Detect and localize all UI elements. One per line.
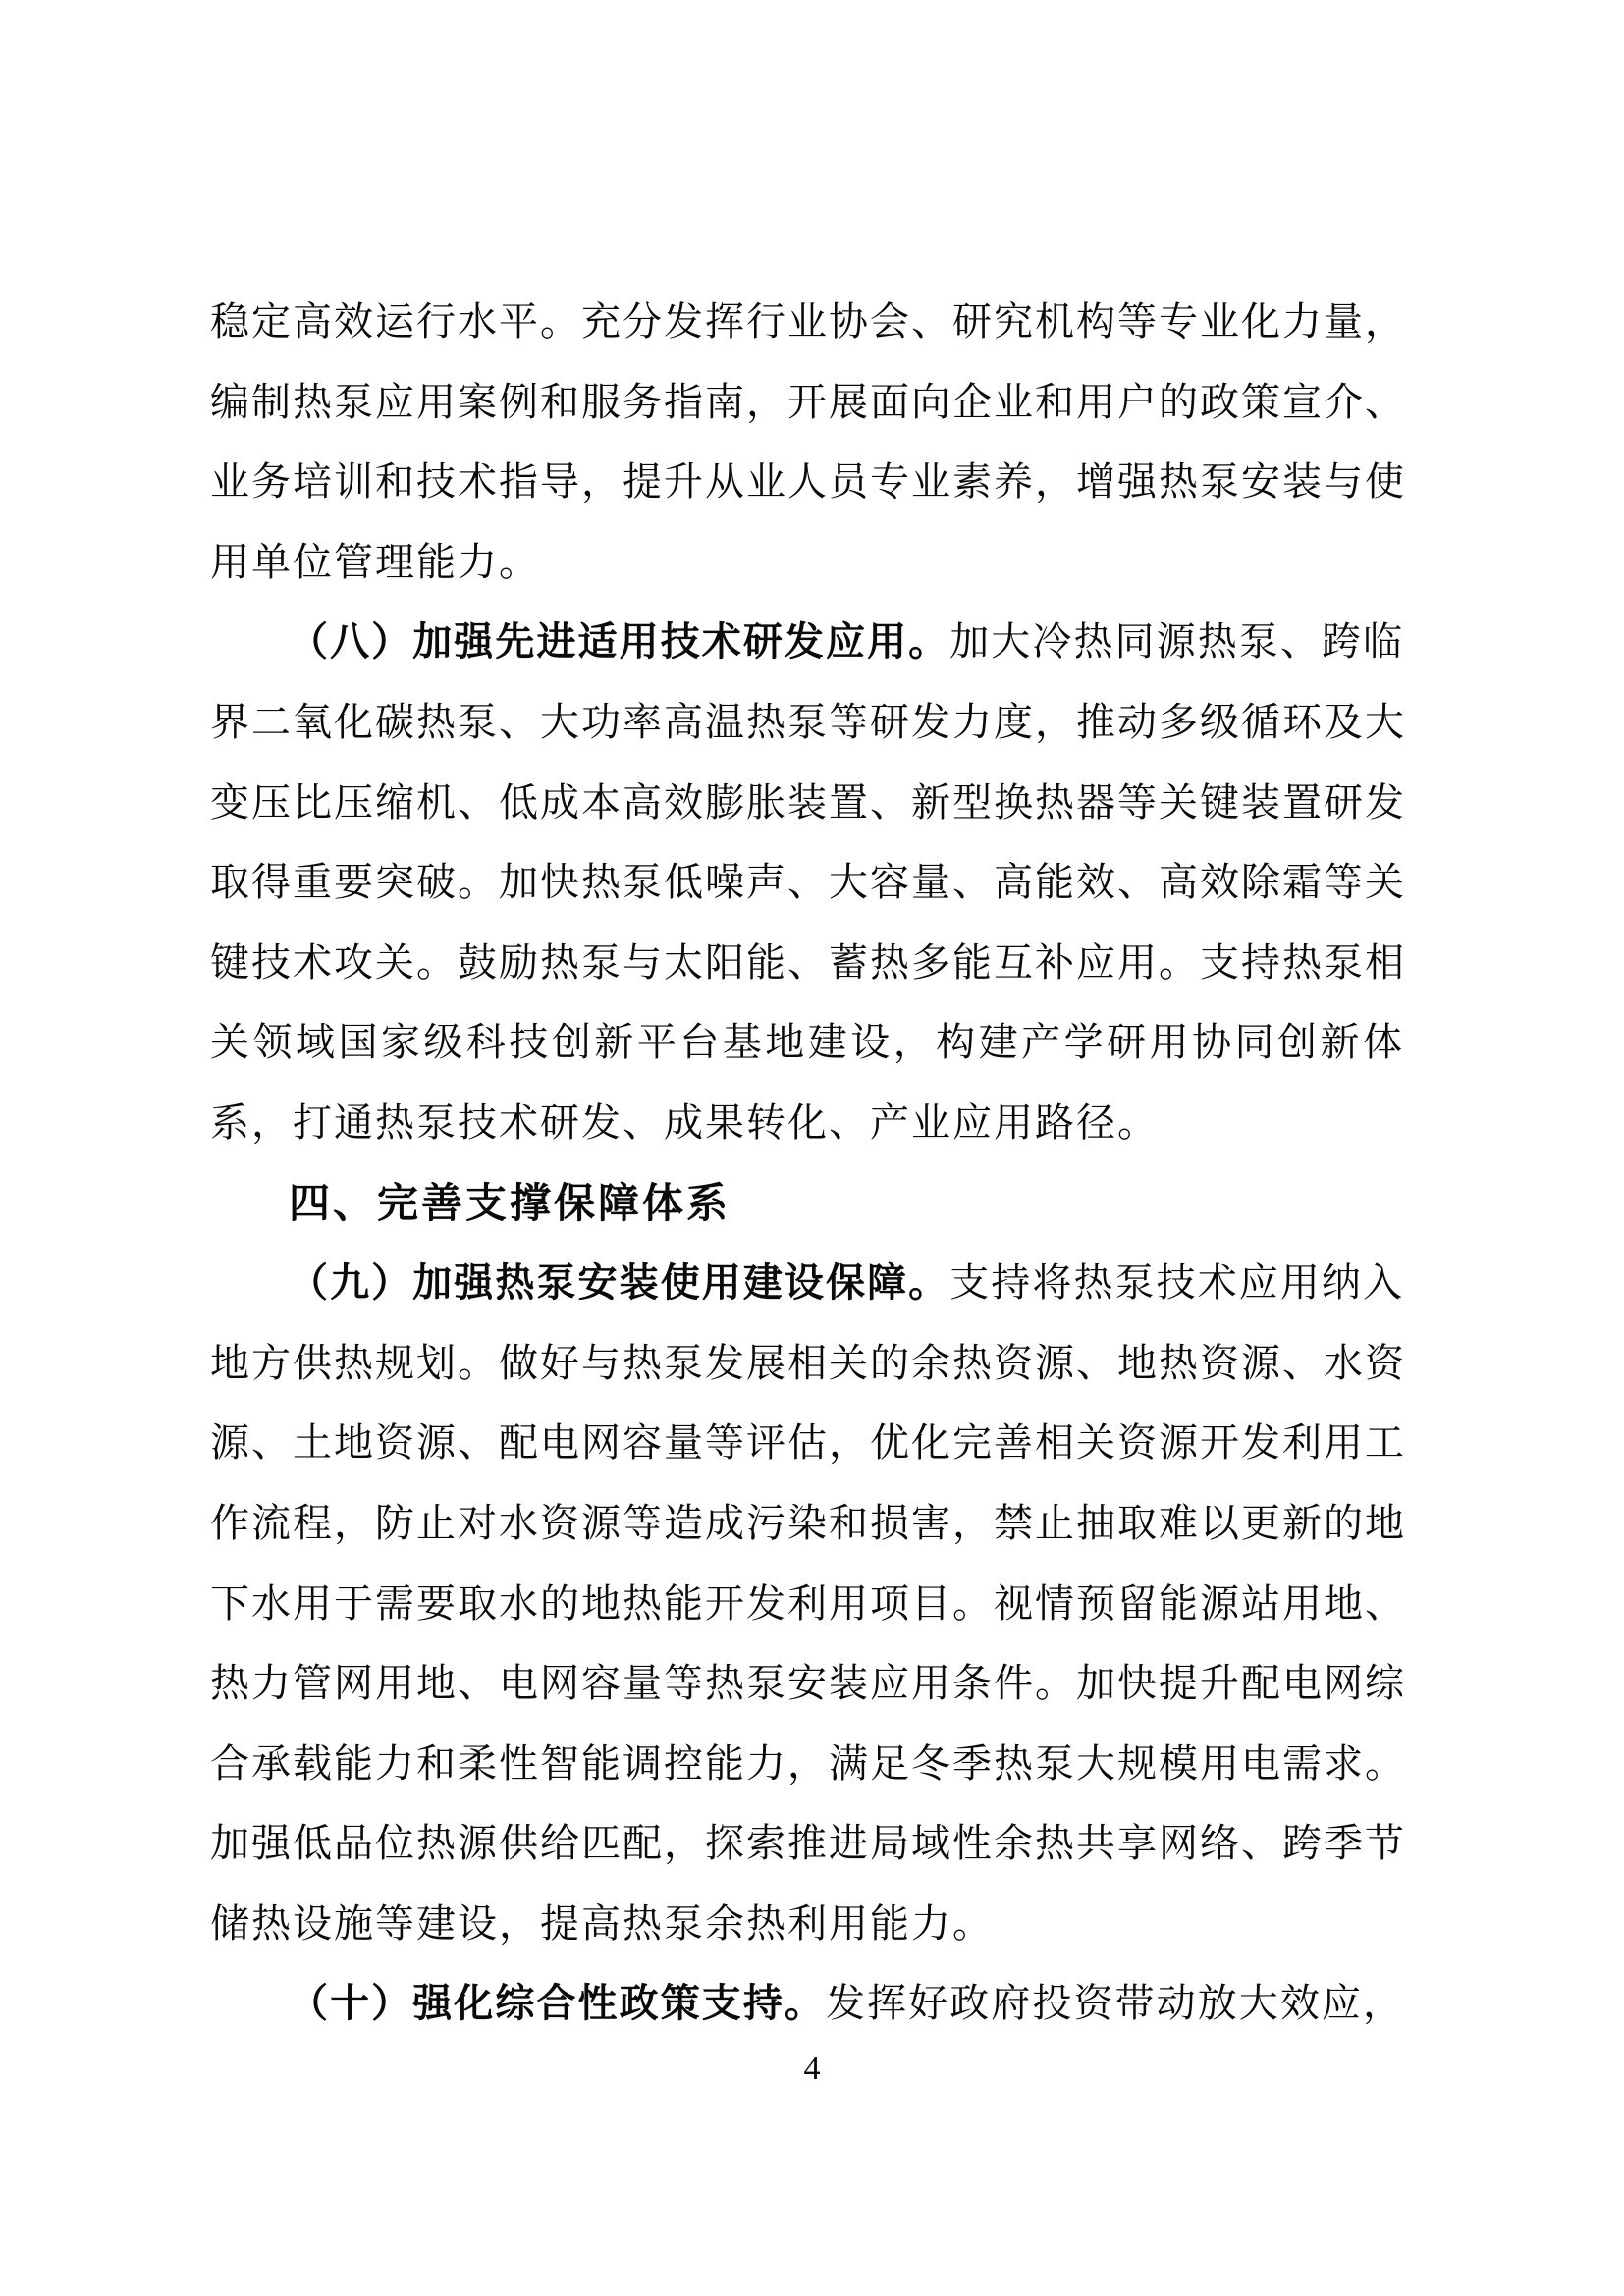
text-line	[210, 1323, 1404, 1404]
text-line	[210, 1243, 1404, 1323]
body-text: 用单位管理能力。	[210, 539, 540, 584]
text-line	[210, 923, 1404, 1003]
text-line	[210, 842, 1404, 923]
body-text: 变压比压缩机、低成本高效膨胀装置、新型换热器等关键装置研发	[210, 779, 1406, 825]
text-line	[210, 682, 1404, 763]
body-text: 合承载能力和柔性智能调控能力，满足冬季热泵大规模用电需求。	[210, 1740, 1406, 1786]
text-line	[210, 442, 1404, 522]
body-text: 稳定高效运行水平。充分发挥行业协会、研究机构等专业化力量，	[210, 299, 1406, 344]
text-line	[210, 1803, 1404, 1884]
body-text: 业务培训和技术指导，提升从业人员专业素养，增强热泵安装与使	[210, 459, 1406, 505]
body-text: 源、土地资源、配电网容量等评估，优化完善相关资源开发利用工	[210, 1420, 1406, 1466]
body-text: 发挥好政府投资带动放大效应，	[826, 1981, 1404, 2026]
body-text: 编制热泵应用案例和服务指南，开展面向企业和用户的政策宣介、	[210, 379, 1406, 424]
text-line	[210, 1483, 1404, 1564]
body-text: 下水用于需要取水的地热能开发利用项目。视情预留能源站用地、	[210, 1580, 1406, 1626]
text-line	[210, 522, 1404, 603]
text-line	[210, 362, 1404, 443]
body-text: 取得重要突破。加快热泵低噪声、大容量、高能效、高效除霜等关	[210, 860, 1406, 905]
text-line	[210, 282, 1404, 362]
body-text: 作流程，防止对水资源等造成污染和损害，禁止抽取难以更新的地	[210, 1500, 1406, 1545]
page-number: 4	[803, 2051, 821, 2087]
paragraph-lead: （八）加强先进适用技术研发应用。	[289, 619, 950, 665]
body-text: 键技术攻关。鼓励热泵与太阳能、蓄热多能互补应用。支持热泵相	[210, 939, 1406, 985]
paragraph-lead: （九）加强热泵安装使用建设保障。	[289, 1260, 950, 1306]
body-text: 关领域国家级科技创新平台基地建设，构建产学研用协同创新体	[210, 1020, 1404, 1065]
text-line	[210, 1083, 1404, 1163]
text-line	[210, 1403, 1404, 1483]
text-line	[210, 1564, 1404, 1644]
body-text: 加大冷热同源热泵、跨临	[949, 619, 1405, 665]
body-text: 地方供热规划。做好与热泵发展相关的余热资源、地热资源、水资	[210, 1340, 1406, 1385]
section-heading: 四、完善支撑保障体系	[289, 1179, 731, 1226]
text-line	[210, 1884, 1404, 1964]
text-line	[210, 602, 1404, 682]
text-line	[210, 1643, 1404, 1724]
body-text: 储热设施等建设，提高热泵余热利用能力。	[210, 1900, 994, 1946]
text-line	[210, 1163, 1404, 1244]
body-text: 热力管网用地、电网容量等热泵安装应用条件。加快提升配电网综	[210, 1661, 1406, 1706]
body-text: 支持将热泵技术应用纳入	[949, 1260, 1405, 1306]
document-body	[210, 282, 1404, 2044]
paragraph-lead: （十）强化综合性政策支持。	[289, 1981, 826, 2026]
text-line	[210, 763, 1404, 843]
body-text: 系，打通热泵技术研发、成果转化、产业应用路径。	[210, 1099, 1159, 1145]
body-text: 界二氧化碳热泵、大功率高温热泵等研发力度，推动多级循环及大	[210, 699, 1406, 744]
text-line	[210, 1963, 1404, 2044]
text-line	[210, 1002, 1404, 1083]
text-line	[210, 1724, 1404, 1804]
body-text: 加强低品位热源供给匹配，探索推进局域性余热共享网络、跨季节	[210, 1821, 1406, 1866]
